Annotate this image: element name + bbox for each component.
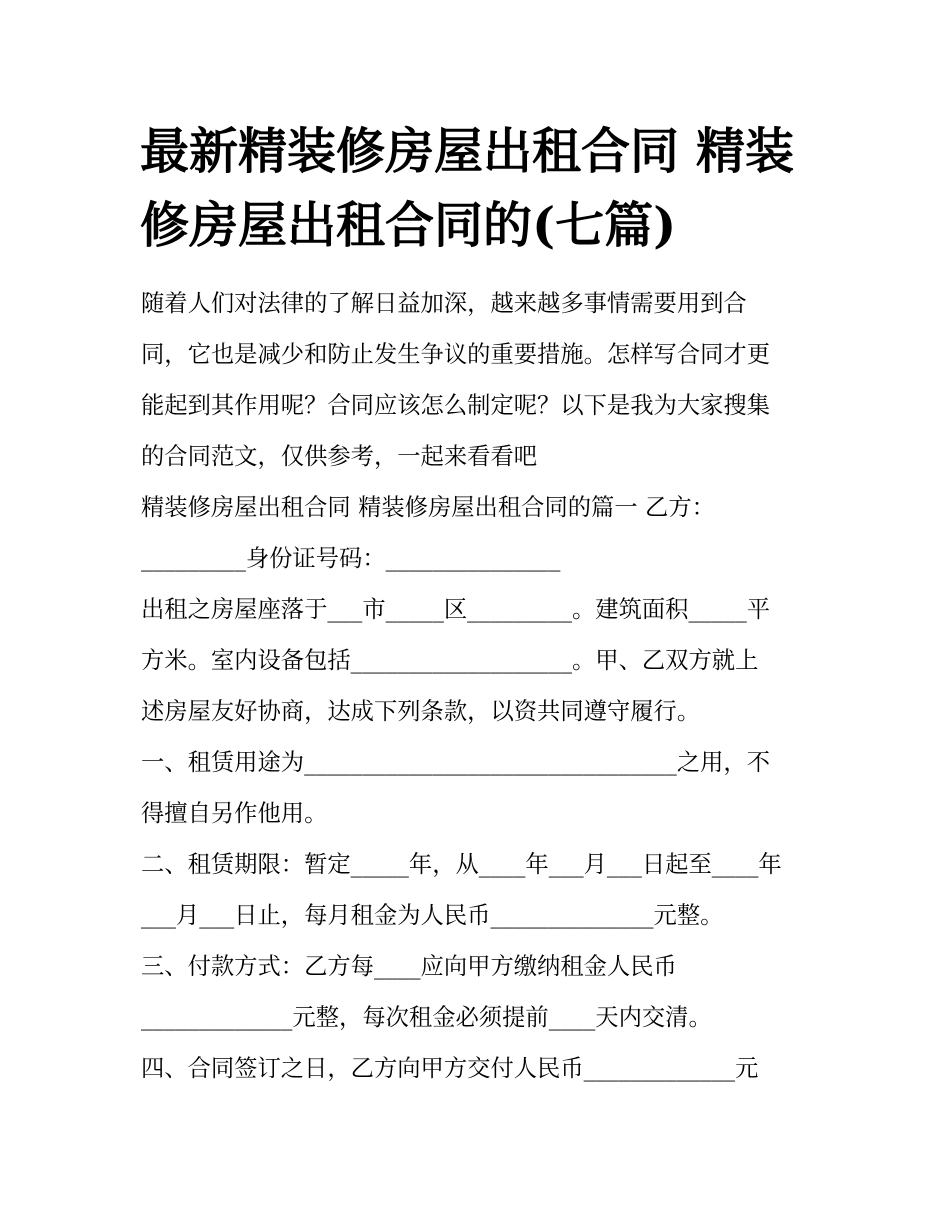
document-title	[140, 114, 840, 262]
body-line: 四、合同签订之日，乙方向甲方交付人民币_____________元	[141, 1055, 759, 1082]
body-line: ___月___日止，每月租金为人民币______________元整。	[141, 902, 724, 929]
document-body	[141, 278, 821, 1094]
body-line: 能起到其作用呢？合同应该怎么制定呢？以下是我为大家搜集	[141, 392, 771, 419]
title-line: 最新精装修房屋出租合同 精装	[140, 122, 795, 180]
body-line: _____________元整，每次租金必须提前____天内交清。	[141, 1004, 712, 1031]
body-line: 同，它也是减少和防止发生争议的重要措施。怎样写合同才更	[141, 341, 771, 368]
body-line: _________身份证号码：_______________	[141, 545, 561, 572]
body-line: 出租之房屋座落于___市_____区_________。建筑面积_____平	[141, 596, 771, 623]
body-line: 述房屋友好协商，达成下列条款，以资共同遵守履行。	[141, 698, 701, 725]
title-line: 修房屋出租合同的(七篇)	[140, 196, 677, 254]
body-line: 的合同范文，仅供参考，一起来看看吧	[141, 443, 538, 470]
body-line: 精装修房屋出租合同 精装修房屋出租合同的篇一 乙方：	[141, 494, 715, 521]
body-line: 得擅自另作他用。	[141, 800, 328, 827]
body-line: 三、付款方式：乙方每____应向甲方缴纳租金人民币	[141, 953, 677, 980]
body-line: 随着人们对法律的了解日益加深，越来越多事情需要用到合	[141, 290, 747, 317]
body-line: 方米。室内设备包括___________________。甲、乙双方就上	[141, 647, 759, 674]
body-line: 一、租赁用途为________________________________之用，不	[141, 749, 771, 776]
body-line: 二、租赁期限：暂定_____年，从____年___月___日起至____年	[141, 851, 782, 878]
